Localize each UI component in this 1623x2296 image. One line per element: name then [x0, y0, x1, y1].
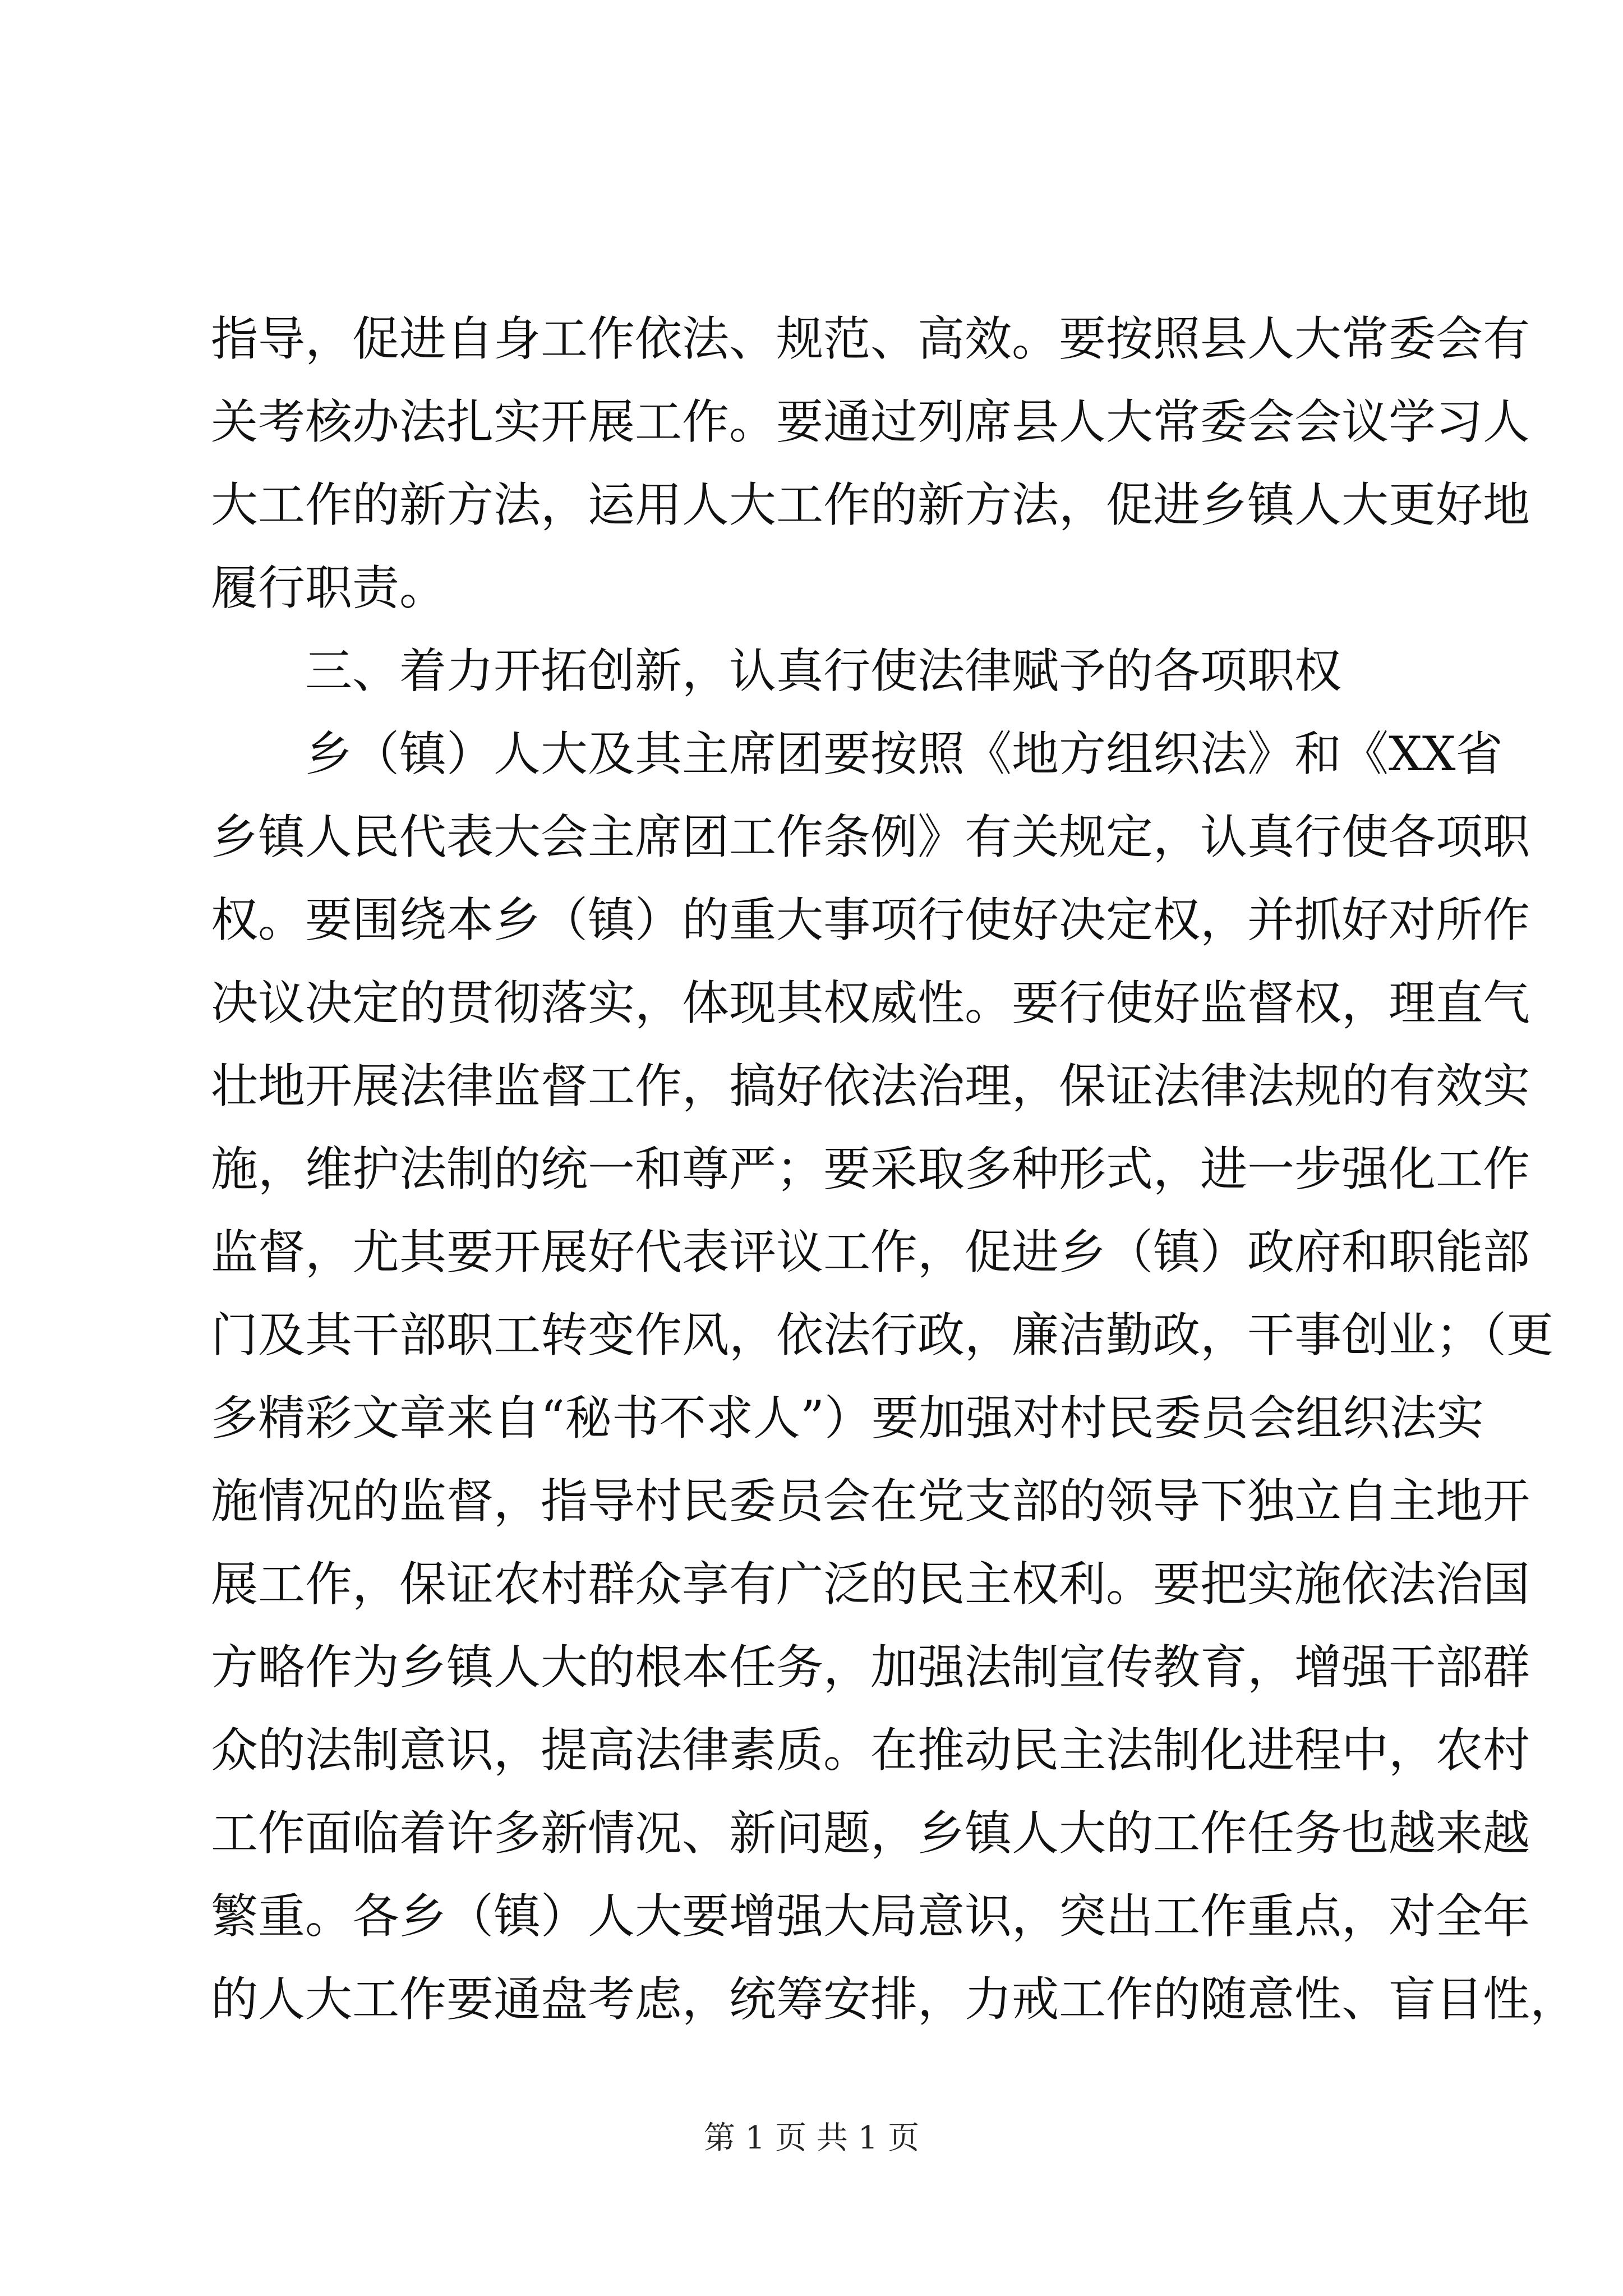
body-line-text: 乡（镇）人大及其主席团要按照《地方组织法》和《XX省 [305, 726, 1503, 781]
body-line-text: 关考核办法扎实开展工作。要通过列席县人大常委会会议学习人 [211, 394, 1530, 449]
body-line [0, 1047, 1623, 1125]
body-line-text: 监督，尤其要开展好代表评议工作，促进乡（镇）政府和职能部 [211, 1225, 1530, 1280]
body-line [0, 1711, 1623, 1789]
body-line-text: 施，维护法制的统一和尊严；要采取多种形式，进一步强化工作 [211, 1142, 1530, 1197]
page-footer [0, 2116, 1623, 2161]
body-line [0, 1379, 1623, 1457]
body-line [0, 466, 1623, 544]
body-line [0, 1794, 1623, 1872]
body-line-text: 方略作为乡镇人大的根本任务，加强法制宣传教育，增强干部群 [211, 1640, 1530, 1695]
body-line-text: 门及其干部职工转变作风，依法行政，廉洁勤政，干事创业；（更 [211, 1308, 1554, 1363]
body-line-text: 多精彩文章来自“秘书不求人”）要加强对村民委员会组织法实 [211, 1391, 1484, 1446]
body-line-text: 繁重。各乡（镇）人大要增强大局意识，突出工作重点，对全年 [211, 1889, 1530, 1944]
body-line [0, 964, 1623, 1042]
body-line-text: 工作面临着许多新情况、新问题，乡镇人大的工作任务也越来越 [211, 1806, 1530, 1861]
body-line [0, 383, 1623, 461]
body-line-text: 履行职责。 [211, 560, 447, 615]
body-line-text: 众的法制意识，提高法律素质。在推动民主法制化进程中，农村 [211, 1723, 1530, 1778]
body-line [0, 1213, 1623, 1291]
body-line-text: 壮地开展法律监督工作，搞好依法治理，保证法律法规的有效实 [211, 1059, 1530, 1114]
body-line [0, 1296, 1623, 1374]
section-heading-text: 三、着力开拓创新，认真行使法律赋予的各项职权 [305, 643, 1342, 698]
body-line-text: 展工作，保证农村群众享有广泛的民主权利。要把实施依法治国 [211, 1557, 1530, 1612]
body-line-text: 决议决定的贯彻落实，体现其权威性。要行使好监督权，理直气 [211, 976, 1530, 1030]
body-line-text: 的人大工作要通盘考虑，统筹安排，力戒工作的随意性、盲目性， [211, 1972, 1578, 2027]
body-line [0, 1462, 1623, 1540]
section-heading [0, 632, 1623, 710]
body-line [0, 1960, 1623, 2039]
body-line [0, 798, 1623, 876]
body-line [0, 300, 1623, 378]
body-line [0, 1628, 1623, 1706]
body-line [0, 881, 1623, 959]
body-line-text: 大工作的新方法，运用人大工作的新方法，促进乡镇人大更好地 [211, 477, 1530, 532]
page-number-label: 第 1 页 共 1 页 [703, 2120, 920, 2156]
body-line-text: 乡镇人民代表大会主席团工作条例》有关规定，认真行使各项职 [211, 809, 1530, 864]
body-line [0, 1877, 1623, 1955]
body-line-text: 指导，促进自身工作依法、规范、高效。要按照县人大常委会有 [211, 311, 1530, 366]
body-line [0, 549, 1623, 627]
body-line-text: 权。要围绕本乡（镇）的重大事项行使好决定权，并抓好对所作 [211, 892, 1530, 947]
body-line-text: 施情况的监督，指导村民委员会在党支部的领导下独立自主地开 [211, 1474, 1530, 1529]
body-line [0, 1130, 1623, 1208]
body-line [0, 715, 1623, 793]
body-line [0, 1545, 1623, 1623]
